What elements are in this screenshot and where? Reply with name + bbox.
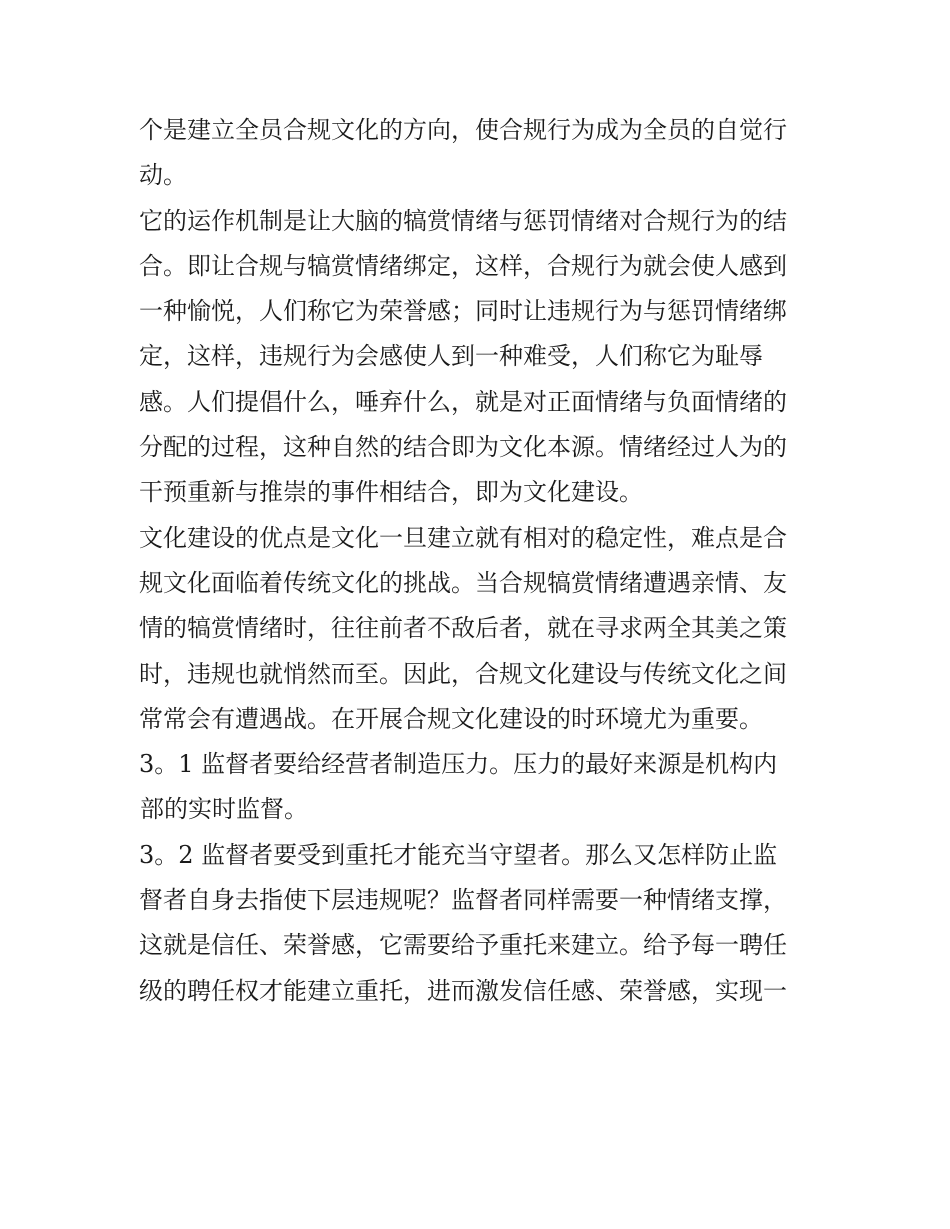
text-line: 个是建立全员合规文化的方向，使合规行为成为全员的自觉行 [139,116,787,144]
text-line: 规文化面临着传统文化的挑战。当合规犒赏情绪遭遇亲情、友 [139,568,787,597]
text-line: 定，这样，违规行为会感使人到一种难受，人们称它为耻辱 [139,342,763,371]
text-line: 干预重新与推崇的事件相结合，即为文化建设。 [139,478,643,507]
text-line: 时，违规也就悄然而至。因此，合规文化建设与传统文化之间 [139,659,787,688]
text-line: 动。 [139,161,187,190]
text-line: 情的犒赏情绪时，往往前者不敌后者，就在寻求两全其美之策 [139,614,787,643]
text-line: 级的聘任权才能建立重托，进而激发信任感、荣誉感，实现一 [139,976,787,1005]
text-line: 3。2 监督者要受到重托才能充当守望者。那么又怎样防止监 [139,840,778,869]
text-line: 常常会有遭遇战。在开展合规文化建设的时环境尤为重要。 [139,704,763,733]
text-line: 3。1 监督者要给经营者制造压力。压力的最好来源是机构内 [139,750,778,779]
text-line: 这就是信任、荣誉感，它需要给予重托来建立。给予每一聘任 [139,931,787,960]
text-line: 分配的过程，这种自然的结合即为文化本源。情绪经过人为的 [139,433,787,462]
text-line: 文化建设的优点是文化一旦建立就有相对的稳定性，难点是合 [139,523,787,552]
text-line: 督者自身去指使下层违规呢？监督者同样需要一种情绪支撑， [139,886,787,915]
document-body [139,108,819,1014]
text-line: 合。即让合规与犒赏情绪绑定，这样，合规行为就会使人感到 [139,251,787,280]
text-line: 感。人们提倡什么，唾弃什么，就是对正面情绪与负面情绪的 [139,387,787,416]
text-line: 它的运作机制是让大脑的犒赏情绪与惩罚情绪对合规行为的结 [139,206,787,235]
text-line: 部的实时监督。 [140,795,308,824]
text-line: 一种愉悦，人们称它为荣誉感；同时让违规行为与惩罚情绪绑 [139,297,787,326]
